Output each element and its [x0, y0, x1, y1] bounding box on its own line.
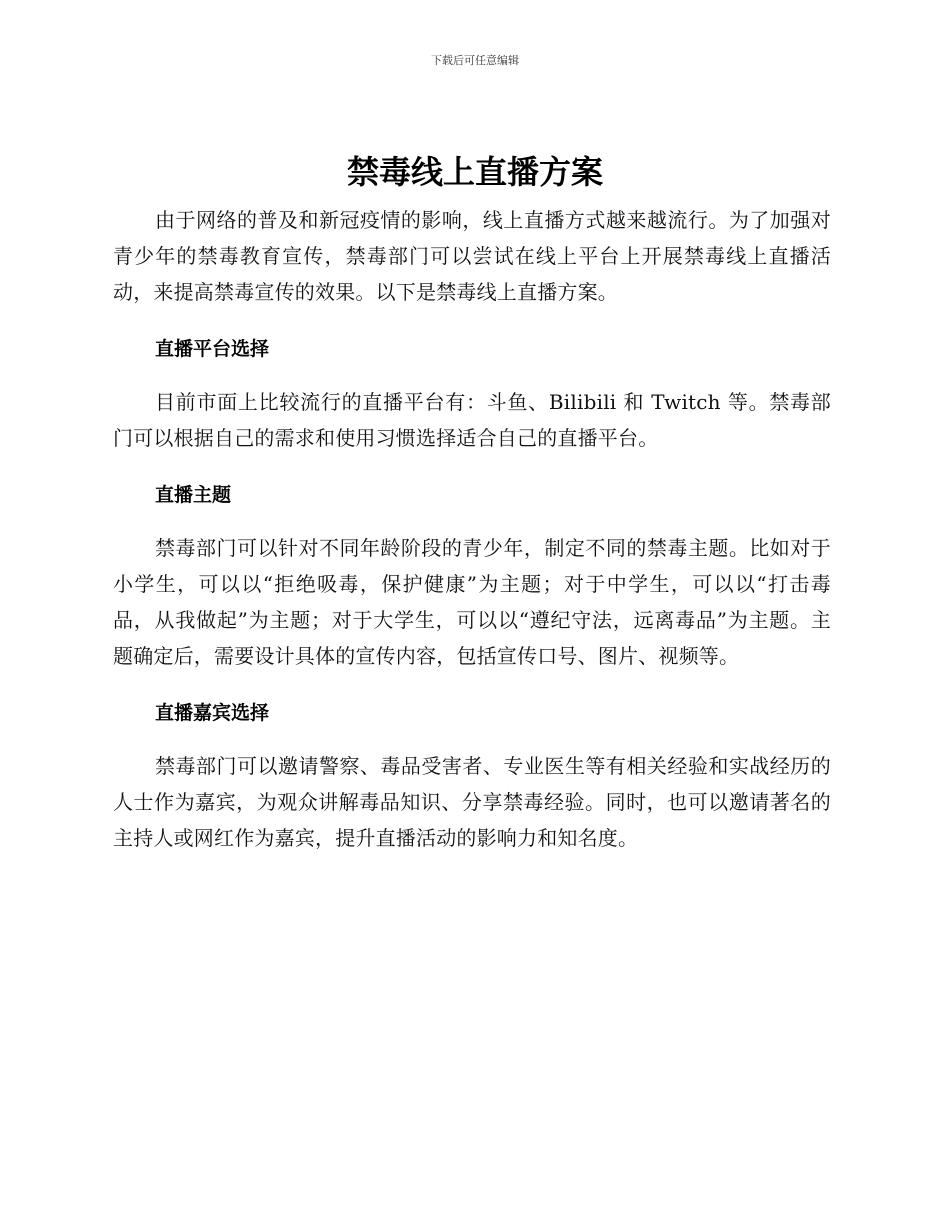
section-heading-guests: 直播嘉宾选择: [155, 702, 270, 724]
section-paragraph-guests: 禁毒部门可以邀请警察、毒品受害者、专业医生等有相关经验和实战经历的人士作为嘉宾，为观众讲解毒品知识、分享禁毒经验。同时，也可以邀请著名的主持人或网红作为嘉宾，提升直播活动的影响力和知名度。: [113, 754, 831, 850]
section-heading-platform: 直播平台选择: [155, 338, 270, 360]
section-paragraph-platform: 目前市面上比较流行的直播平台有：斗鱼、Bilibili 和 Twitch 等。禁毒部门可以根据自己的需求和使用习惯选择适合自己的直播平台。: [113, 390, 831, 450]
intro-paragraph: 由于网络的普及和新冠疫情的影响，线上直播方式越来越流行。为了加强对青少年的禁毒教育宣传，禁毒部门可以尝试在线上平台上开展禁毒线上直播活动，来提高禁毒宣传的效果。以下是禁毒线上直播方案。: [113, 208, 831, 304]
header-note: 下载后可任意编辑: [431, 54, 519, 67]
document-title: 禁毒线上直播方案: [346, 153, 603, 191]
document-body: [113, 202, 831, 856]
section-heading-theme: 直播主题: [155, 484, 232, 506]
section-paragraph-theme: 禁毒部门可以针对不同年龄阶段的青少年，制定不同的禁毒主题。比如对于小学生，可以以“拒绝吸毒，保护健康”为主题；对于中学生，可以以“打击毒品，从我做起”为主题；对于大学生，可以以“遵纪守法，远离毒品”为主题。主题确定后，需要设计具体的宣传内容，包括宣传口号、图片、视频等。: [113, 536, 831, 668]
